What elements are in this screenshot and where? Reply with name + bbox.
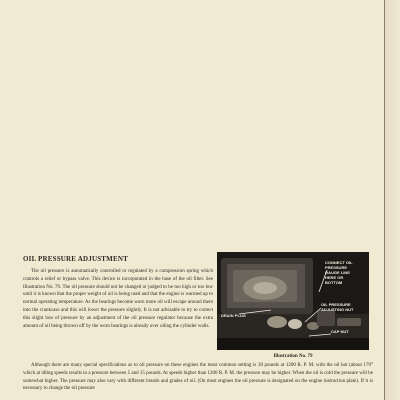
- figure-caption: Illustration No. 79: [273, 354, 313, 359]
- label-connect-oil-2: PRESSURE: [325, 265, 348, 270]
- label-connect-oil-1: CONNECT OIL: [325, 260, 353, 265]
- engine-photo-image: [217, 252, 369, 350]
- label-connect-oil-3: GAUGE LINE: [325, 270, 350, 275]
- illustration-photo: [217, 252, 369, 350]
- label-connect-oil-4: HERE OR: [325, 275, 344, 280]
- section-heading: OIL PRESSURE ADJUSTMENT: [23, 255, 128, 263]
- label-connect-oil-5: BOTTOM: [325, 280, 343, 285]
- label-cap-nut: CAP NUT: [331, 329, 349, 334]
- section-paragraph-full: Although there are many special specifications as to oil pressure on these engines the most common setting is 30 pounds at 1200 R. P. M. with the oil hot (about 170° which at idling speeds results in a pressure between 5 and 15 pounds. At speeds higher than 1200 R. P. M. the pressure may be higher. When the oil is cold the pressure will be somewhat higher. The pressure may also vary with different brands and grades of oil. (On most engines the oil pressure is designated on the engine instruction plate). If it is necessary to change the oil pressure: [23, 363, 373, 392]
- label-adjusting-2: ADJUSTING NUT: [321, 307, 354, 312]
- page-shadow: [385, 0, 400, 400]
- label-drain-plug: DRAIN PLUG: [221, 313, 246, 318]
- label-adjusting-1: OIL PRESSURE: [321, 302, 351, 307]
- section-paragraph: The oil pressure is automatically controlled or regulated by a compression spring which controls a relief or bypass valve. This device is incorporated in the base of the oil filter. See Illustration No. 79. The oil pressure should not be changed or judged to be too high or too low until it is known that the proper weight of oil is being used and that the engine is warmed up to normal operating temperature. As the bearings become worn more oil will escape around them into the crankcase and this will lower the pressure slightly. It is not advisable to try to correct this slight loss of pressure by an adjustment of the oil pressure regulator because the extra amount of oil being thrown off by the worn bearings is already over oiling the cylinder walls.: [23, 269, 213, 329]
